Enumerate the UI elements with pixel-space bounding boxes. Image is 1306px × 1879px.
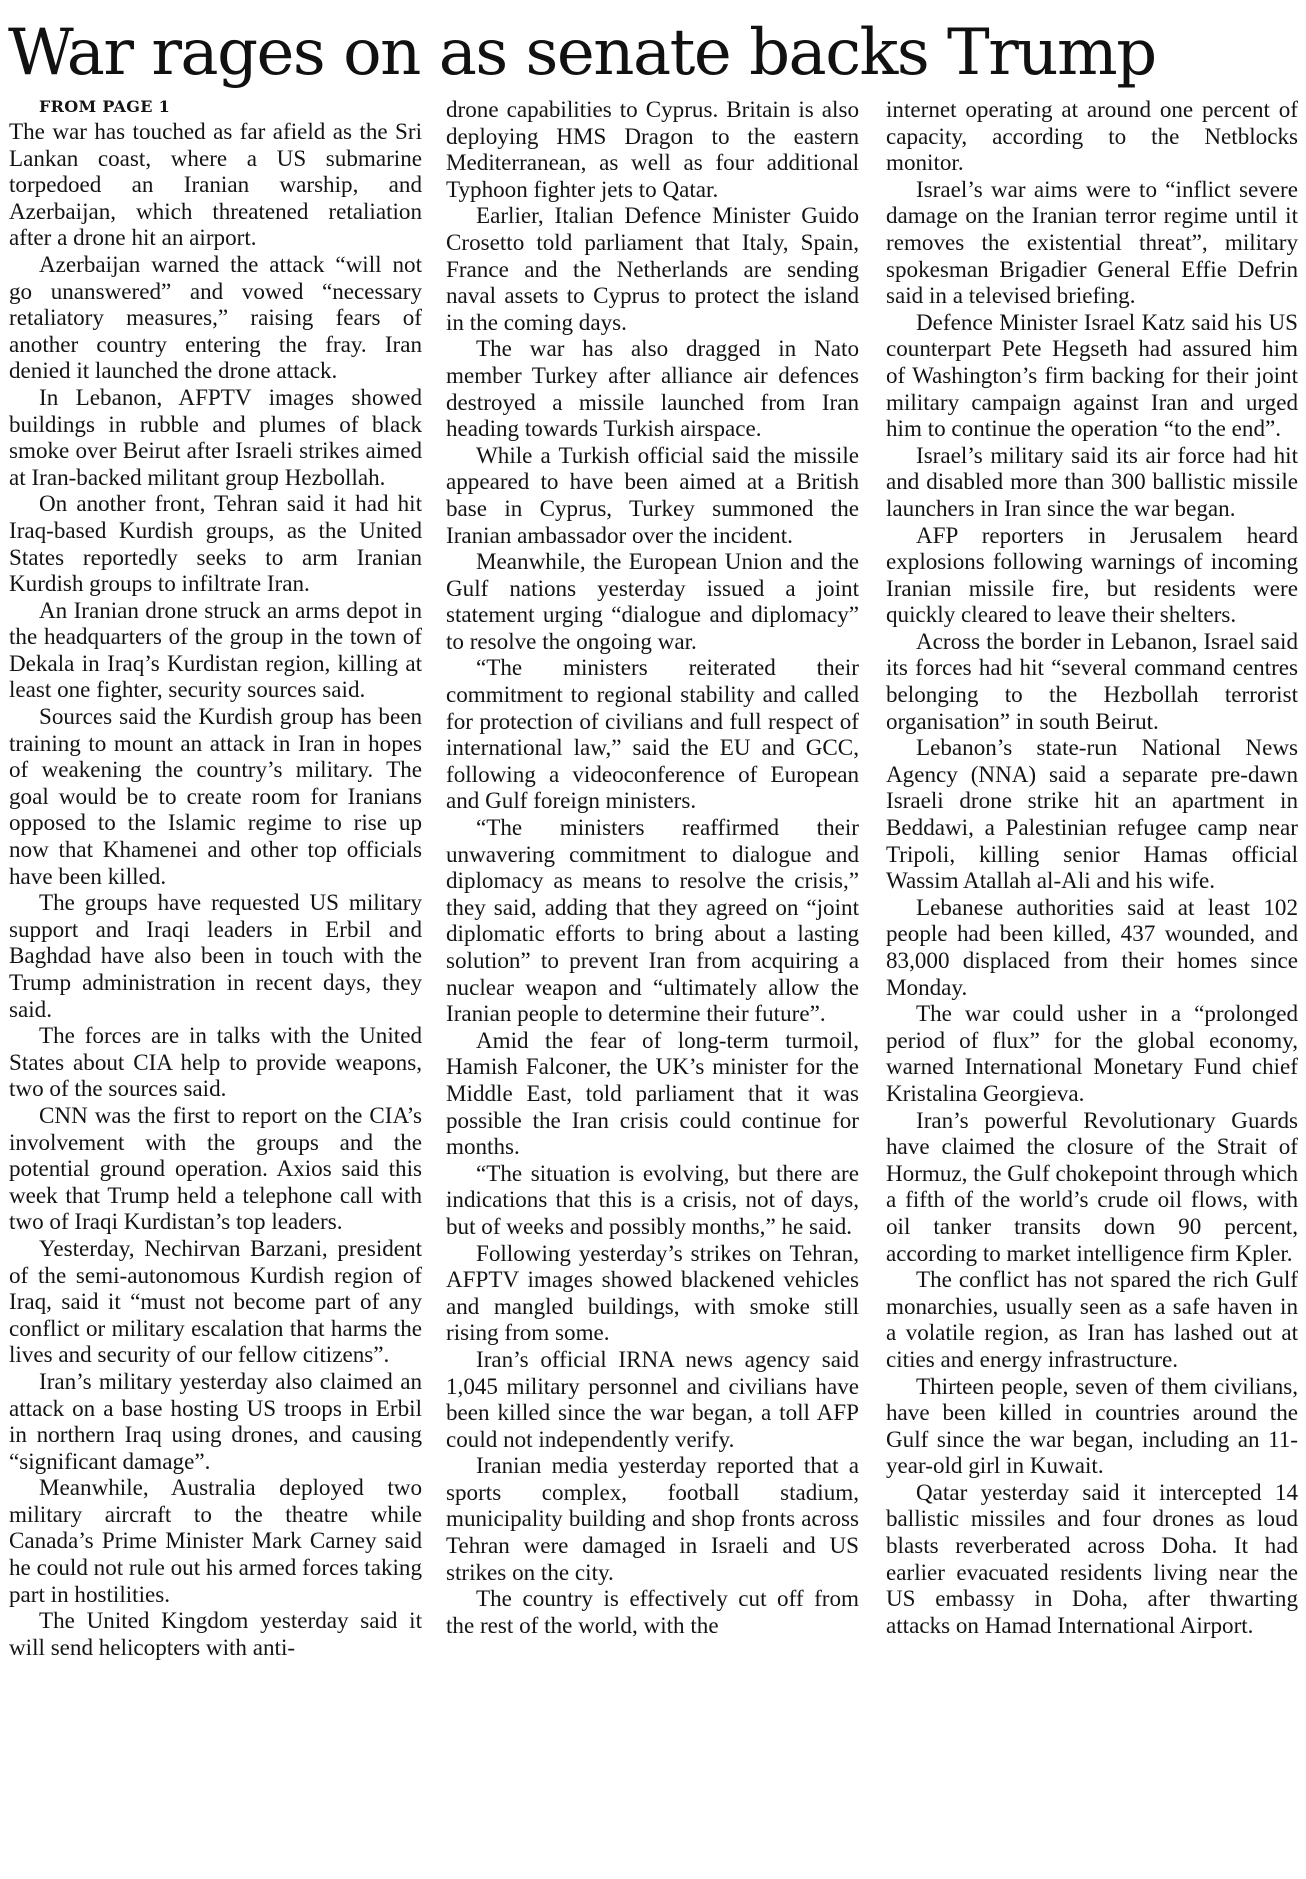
headline: War rages on as senate backs Trump <box>8 16 1156 90</box>
paragraph: “The ministers reaffirmed their unwavering commitment to dialogue and diplomacy as means to resolve the crisis,” they said, adding that they agreed on “joint diplomatic efforts to bring about a lasting solution” to prevent Iran from acquiring a nuclear weapon and “ultimately allow the Iranian people to determine their future”. <box>446 814 859 1027</box>
paragraph: The groups have requested US military support and Iraqi leaders in Erbil and Baghdad have also been in touch with the Trump administration in recent days, they said. <box>9 889 422 1022</box>
paragraph: Iranian media yesterday reported that a sports complex, football stadium, municipality building and shop fronts across Tehran were damaged in Israeli and US strikes on the city. <box>446 1452 859 1585</box>
article-column-3 <box>886 96 1298 1871</box>
paragraph: drone capabilities to Cyprus. Britain is also deploying HMS Dragon to the eastern Mediterranean, as well as four additional Typhoon fighter jets to Qatar. <box>446 96 859 202</box>
paragraph: The war has touched as far afield as the Sri Lankan coast, where a US submarine torpedoed an Iranian warship, and Azerbaijan, which threatened retaliation after a drone hit an airport. <box>9 118 422 251</box>
paragraph: Sources said the Kurdish group has been training to mount an attack in Iran in hopes of weakening the country’s military. The goal would be to create room for Iranians opposed to the Islamic regime to rise up now that Khamenei and other top officials have been killed. <box>9 703 422 889</box>
paragraph: Iran’s military yesterday also claimed an attack on a base hosting US troops in Erbil in northern Iraq using drones, and causing “significant damage”. <box>9 1367 422 1474</box>
article-column-2 <box>446 96 859 1871</box>
paragraph: The war could usher in a “prolonged period of flux” for the global economy, warned International Monetary Fund chief Kristalina Georgieva. <box>886 1000 1298 1106</box>
paragraph: Thirteen people, seven of them civilians, have been killed in countries around the Gulf since the war began, including an 11-year-old girl in Kuwait. <box>886 1372 1298 1479</box>
paragraph: The war has also dragged in Nato member Turkey after alliance air defences destroyed a missile launched from Iran heading towards Turkish airspace. <box>446 335 859 442</box>
paragraph: AFP reporters in Jerusalem heard explosions following warnings of incoming Iranian missile fire, but residents were quickly cleared to leave their shelters. <box>886 521 1298 628</box>
paragraph: internet operating at around one percent of capacity, according to the Netblocks monitor. <box>886 96 1298 176</box>
paragraph: “The situation is evolving, but there are indications that this is a crisis, not of days, but of weeks and possibly months,” he said. <box>446 1159 859 1239</box>
paragraph: Iran’s powerful Revolutionary Guards have claimed the closure of the Strait of Hormuz, the Gulf chokepoint through which a fifth of the world’s crude oil flows, with oil tanker transits down 90 percent, according to market intelligence firm Kpler. <box>886 1106 1298 1266</box>
paragraph: Lebanese authorities said at least 102 people had been killed, 437 wounded, and 83,000 displaced from their homes since Monday. <box>886 893 1298 1000</box>
paragraph: The country is effectively cut off from the rest of the world, with the <box>446 1585 859 1638</box>
paragraph: Israel’s war aims were to “inflict severe damage on the Iranian terror regime until it removes the existential threat”, military spokesman Brigadier General Effie Defrin said in a televised briefing. <box>886 175 1298 309</box>
paragraph: Yesterday, Nechirvan Barzani, president of the semi-autonomous Kurdish region of Iraq, said it “must not become part of any conflict or military escalation that harms the lives and security of our fellow citizens”. <box>9 1234 422 1368</box>
paragraph: The conflict has not spared the rich Gulf monarchies, usually seen as a safe haven in a volatile region, as Iran has lashed out at cities and energy infrastructure. <box>886 1266 1298 1372</box>
paragraph: An Iranian drone struck an arms depot in the headquarters of the group in the town of Dekala in Iraq’s Kurdistan region, killing at least one fighter, security sources said. <box>9 596 422 703</box>
paragraph: The United Kingdom yesterday said it will send helicopters with anti- <box>9 1607 422 1660</box>
paragraph: Qatar yesterday said it intercepted 14 ballistic missiles and four drones as loud blasts reverberated across Doha. It had earlier evacuated residents living near the US embassy in Doha, after thwarting attacks on Hamad International Airport. <box>886 1478 1298 1638</box>
paragraph: Israel’s military said its air force had hit and disabled more than 300 ballistic missile launchers in Iran since the war began. <box>886 441 1298 521</box>
paragraph: The forces are in talks with the United States about CIA help to provide weapons, two of the sources said. <box>9 1022 422 1102</box>
paragraph: While a Turkish official said the missile appeared to have been aimed at a British base in Cyprus, Turkey summoned the Iranian ambassador over the incident. <box>446 441 859 548</box>
paragraph: On another front, Tehran said it had hit Iraq-based Kurdish groups, as the United States reportedly seeks to arm Iranian Kurdish groups to infiltrate Iran. <box>9 490 422 597</box>
article-column-1 <box>9 96 422 1871</box>
paragraph: Following yesterday’s strikes on Tehran, AFPTV images showed blackened vehicles and mangled buildings, with smoke still rising from some. <box>446 1239 859 1346</box>
paragraph: Amid the fear of long-term turmoil, Hamish Falconer, the UK’s minister for the Middle East, told parliament that it was possible the Iran crisis could continue for months. <box>446 1026 859 1160</box>
paragraph: Iran’s official IRNA news agency said 1,045 military personnel and civilians have been killed since the war began, a toll AFP could not independently verify. <box>446 1345 859 1452</box>
paragraph: Azerbaijan warned the attack “will not go unanswered” and vowed “necessary retaliatory measures,” raising fears of another country entering the fray. Iran denied it launched the drone attack. <box>9 250 422 384</box>
paragraph: Meanwhile, Australia deployed two military aircraft to the theatre while Canada’s Prime Minister Mark Carney said he could not rule out his armed forces taking part in hostilities. <box>9 1474 422 1607</box>
paragraph: “The ministers reiterated their commitment to regional stability and called for protection of civilians and full respect of international law,” said the EU and GCC, following a videoconference of European and Gulf foreign ministers. <box>446 654 859 814</box>
paragraph: In Lebanon, AFPTV images showed buildings in rubble and plumes of black smoke over Beirut after Israeli strikes aimed at Iran-backed militant group Hezbollah. <box>9 383 422 490</box>
paragraph: Meanwhile, the European Union and the Gulf nations yesterday issued a joint statement urging “dialogue and diplomacy” to resolve the ongoing war. <box>446 548 859 654</box>
paragraph: Lebanon’s state-run National News Agency (NNA) said a separate pre-dawn Israeli drone strike hit an apartment in Beddawi, a Palestinian refugee camp near Tripoli, killing senior Hamas official Wassim Atallah al-Ali and his wife. <box>886 734 1298 894</box>
kicker: FROM PAGE 1 <box>39 97 171 116</box>
paragraph: Across the border in Lebanon, Israel said its forces had hit “several command centres belonging to the Hezbollah terrorist organisation” in south Beirut. <box>886 627 1298 734</box>
paragraph: Earlier, Italian Defence Minister Guido Crosetto told parliament that Italy, Spain, France and the Netherlands are sending naval assets to Cyprus to protect the island in the coming days. <box>446 202 859 335</box>
paragraph: Defence Minister Israel Katz said his US counterpart Pete Hegseth had assured him of Washington’s firm backing for their joint military campaign against Iran and urged him to continue the operation “to the end”. <box>886 308 1298 442</box>
paragraph: CNN was the first to report on the CIA’s involvement with the groups and the potential ground operation. Axios said this week that Trump held a telephone call with two of Iraqi Kurdistan’s top leaders. <box>9 1101 422 1235</box>
